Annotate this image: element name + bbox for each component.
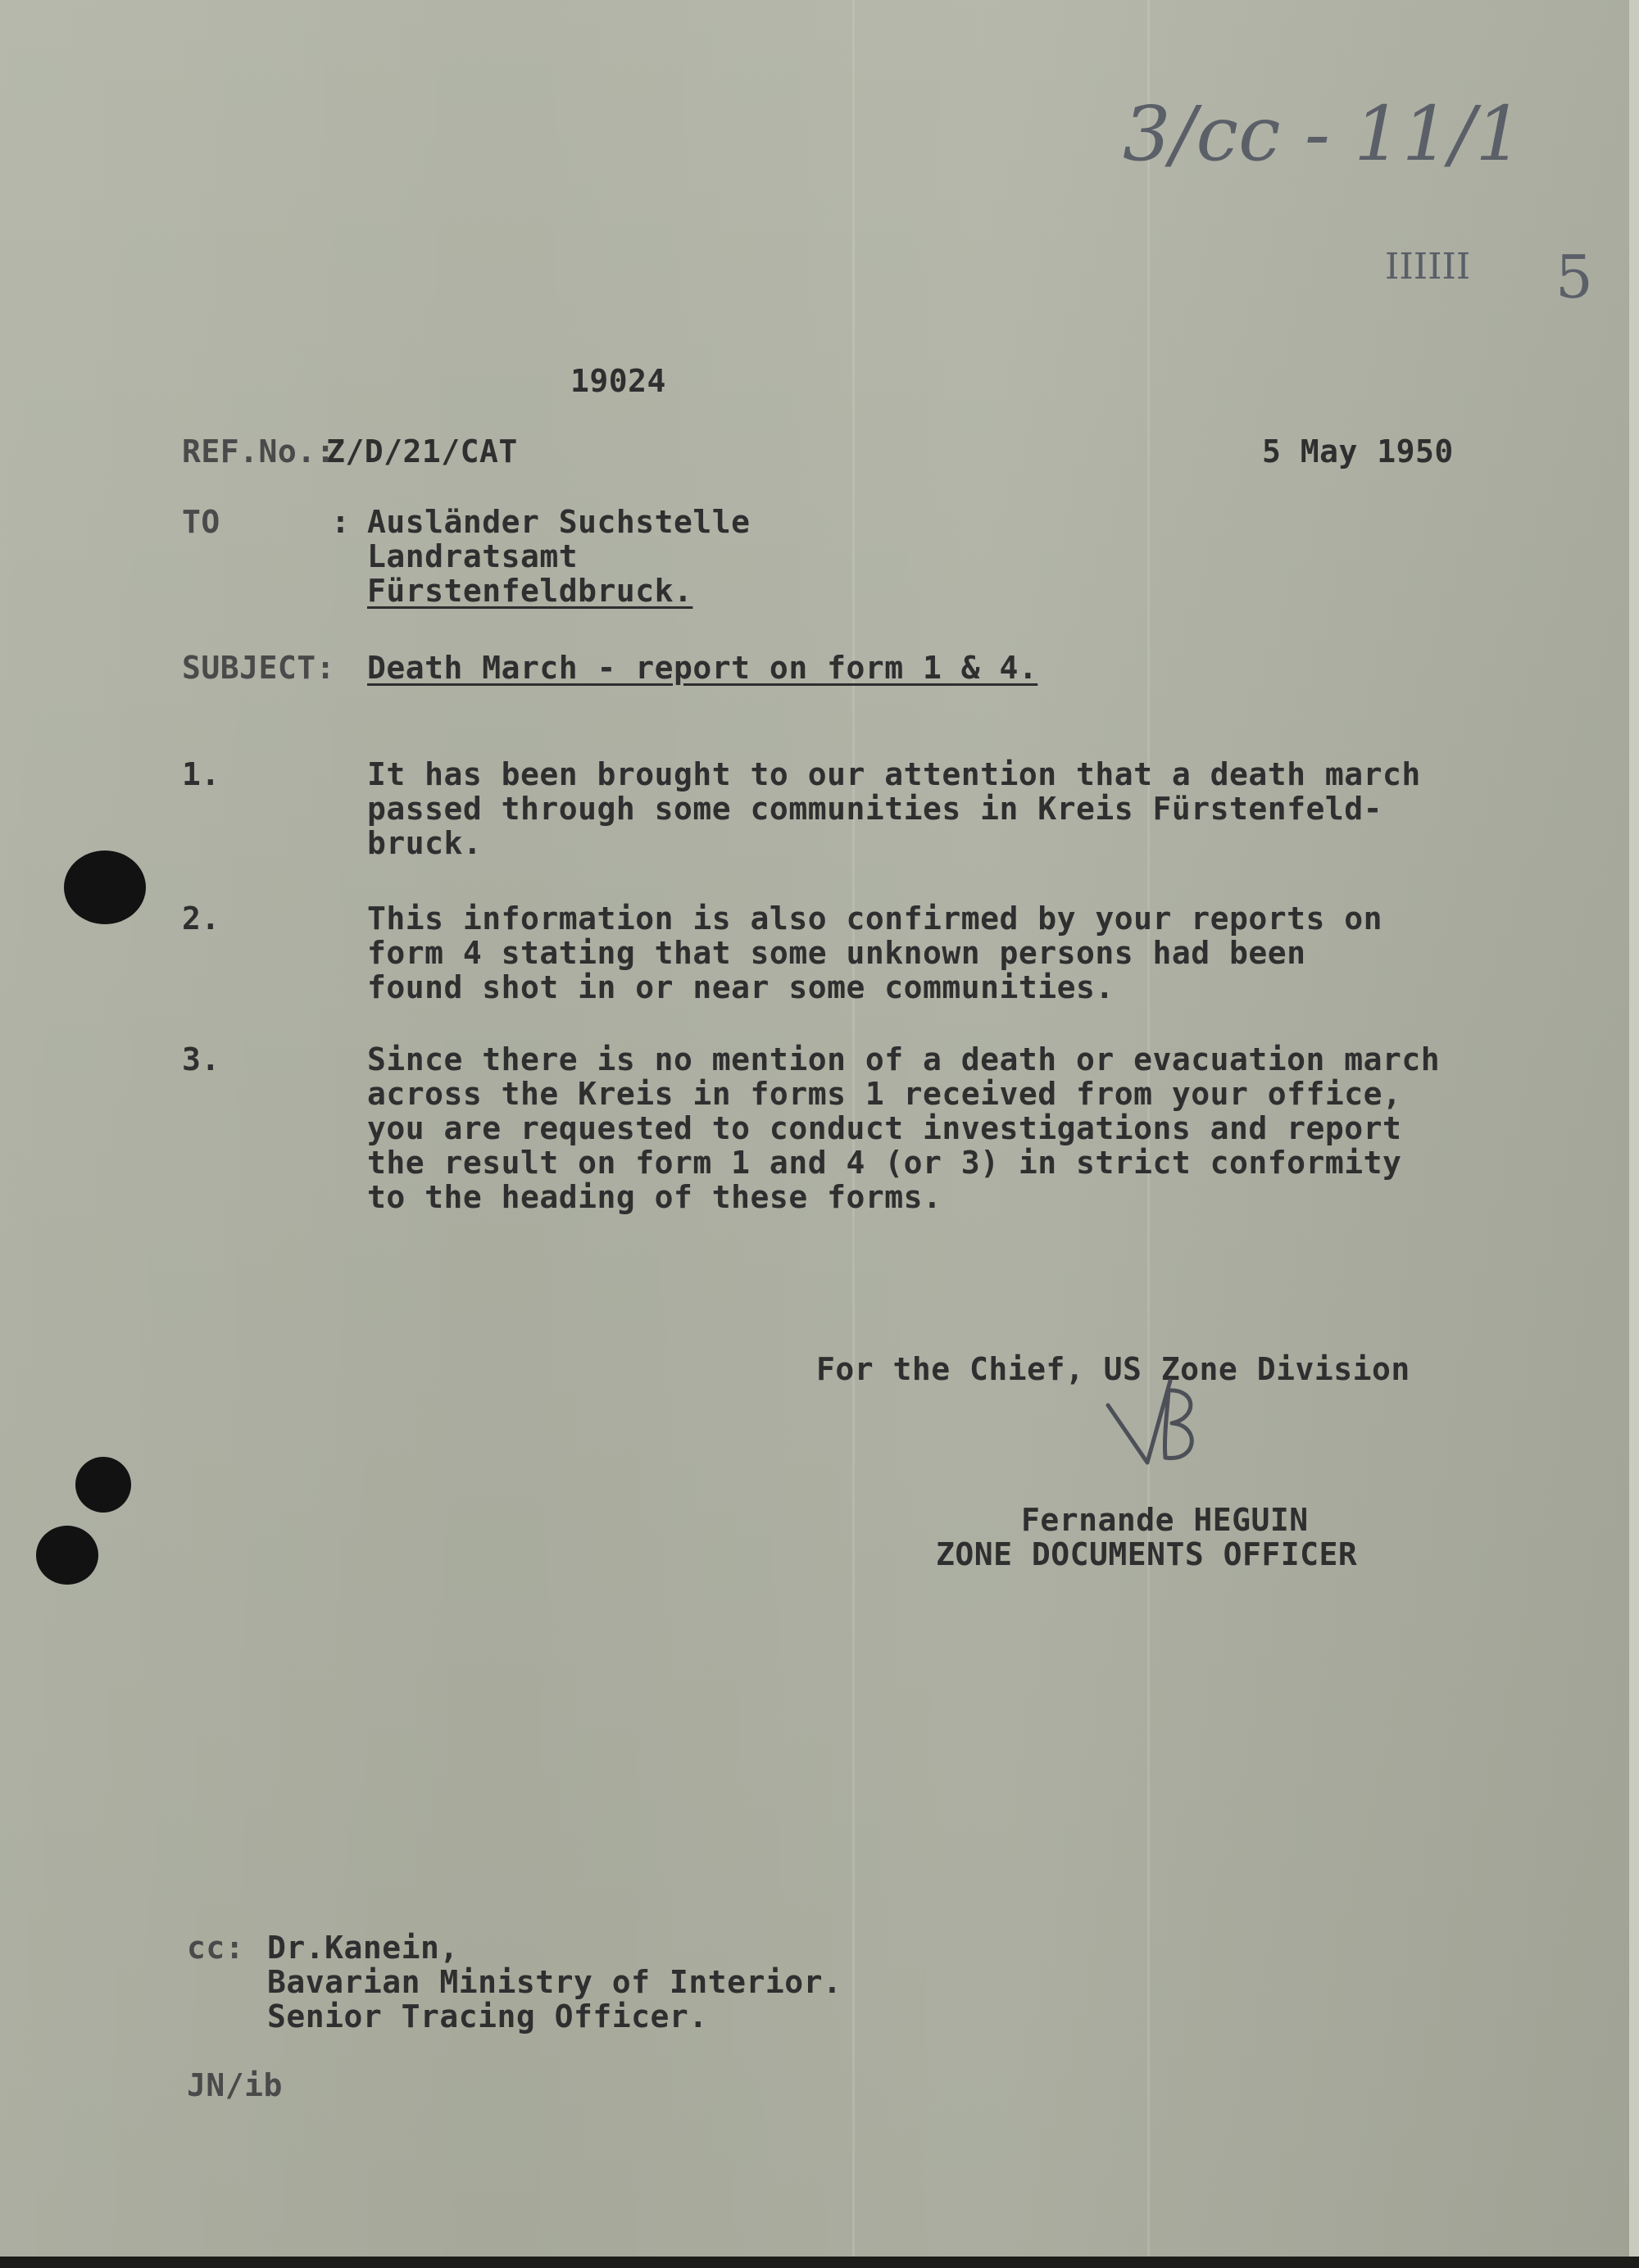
paragraph-line: found shot in or near some communities. (367, 969, 1115, 1005)
signature-mark (1090, 1372, 1213, 1512)
paragraph-line: to the heading of these forms. (367, 1179, 942, 1215)
handwritten-file-reference: 3/cc - 11/1 (1123, 90, 1523, 178)
paragraph-number: 3. (182, 1041, 220, 1077)
signatory-name: Fernande HEGUIN (1021, 1502, 1309, 1538)
paragraph-number: 2. (182, 900, 220, 937)
paragraph-line: It has been brought to our attention that a death march (367, 756, 1421, 792)
paragraph-number: 1. (182, 756, 220, 792)
subject-line: Death March - report on form 1 & 4. (367, 650, 1038, 686)
recipient-line: Fürstenfeldbruck. (367, 573, 693, 609)
to-label: TO (182, 504, 220, 540)
paragraph-line: Since there is no mention of a death or evacuation march (367, 1041, 1441, 1077)
cc-line: Senior Tracing Officer. (267, 1998, 708, 2034)
paragraph-line: across the Kreis in forms 1 received from your office, (367, 1076, 1402, 1112)
typist-initials: JN/ib (187, 2067, 283, 2103)
paragraph-line: bruck. (367, 825, 483, 861)
ref-label: REF.No.: (182, 433, 336, 469)
recipient-line: Ausländer Suchstelle (367, 504, 751, 540)
document-number: 19024 (570, 363, 666, 399)
paper-edge (1629, 0, 1639, 2268)
paragraph-line: form 4 stating that some unknown persons had been (367, 935, 1306, 971)
paragraph-line: passed through some communities in Kreis Fürstenfeld- (367, 791, 1383, 827)
cc-line: Bavarian Ministry of Interior. (267, 1964, 842, 2000)
punch-hole (36, 1526, 98, 1585)
closing-line: For the Chief, US Zone Division (816, 1351, 1410, 1387)
cc-label: cc: (187, 1930, 245, 1966)
signatory-title: ZONE DOCUMENTS OFFICER (936, 1536, 1358, 1572)
cc-line: Dr.Kanein, (267, 1930, 459, 1966)
paragraph-line: you are requested to conduct investigations and report (367, 1110, 1402, 1146)
scan-border (0, 2257, 1639, 2268)
letter-date: 5 May 1950 (1262, 433, 1454, 469)
paragraph-line: This information is also confirmed by your reports on (367, 900, 1383, 937)
punch-hole (64, 850, 146, 924)
recipient-line: Landratsamt (367, 538, 579, 574)
ref-number: Z/D/21/CAT (326, 433, 518, 469)
handwritten-tally: IIIIII (1385, 246, 1471, 288)
subject-label: SUBJECT: (182, 650, 336, 686)
to-colon: : (331, 504, 351, 540)
handwritten-page-number: 5 (1555, 243, 1593, 311)
paragraph-line: the result on form 1 and 4 (or 3) in strict conformity (367, 1145, 1402, 1181)
punch-hole (75, 1457, 131, 1513)
